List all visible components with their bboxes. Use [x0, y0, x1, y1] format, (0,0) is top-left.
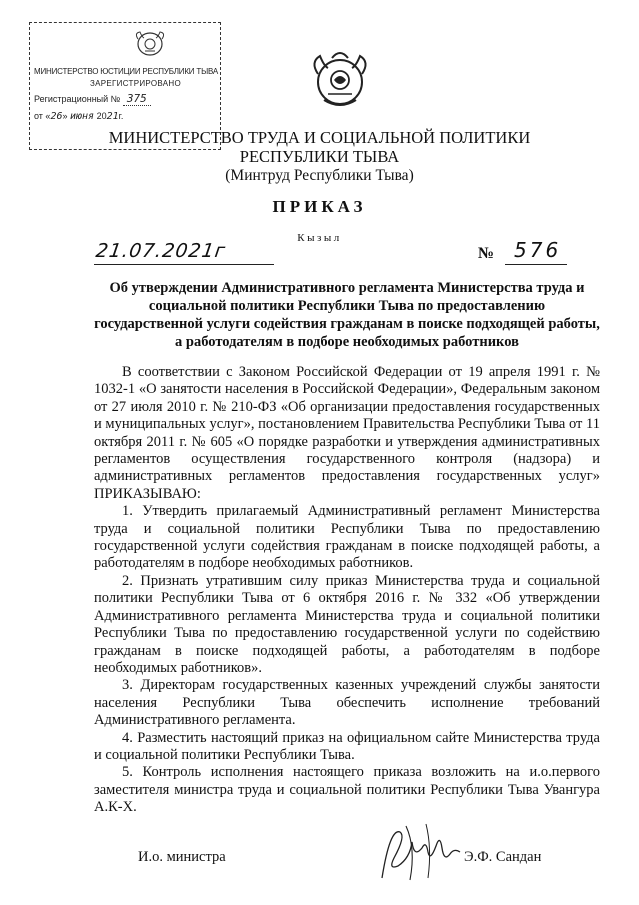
stamp-date-year: 21	[106, 111, 119, 122]
order-city: Кызыл	[297, 232, 342, 244]
order-number-label: №	[478, 245, 495, 262]
stamp-reg-label: Регистрационный №	[34, 94, 121, 104]
clause-5: 5. Контроль исполнения настоящего приказа возложить на и.о.первого заместителя министра труда и социальной политики Республики Тыва Увангура А.К-Х.	[94, 764, 600, 816]
stamp-status: ЗАРЕГИСТРИРОВАНО	[90, 79, 181, 88]
stamp-date-day: 26	[50, 111, 63, 122]
stamp-date-prefix: от «	[34, 111, 51, 121]
clause-1: 1. Утвердить прилагаемый Административный регламент Министерства труда и социальной политики Республики Тыва по предоставлению государственной услуги содействия гражданам в поиске подходящей работы, а работодателям в подборе необходимых работников.	[94, 503, 600, 572]
order-title: ПРИКАЗ	[272, 197, 367, 216]
preamble-paragraph: В соответствии с Законом Российской Федерации от 19 апреля 1991 г. № 1032-1 «О занятости населения в Российской Федерации», Федеральным законом от 27 июля 2010 г. № 210-ФЗ «Об организации предоставления государственных и муниципальных услуг», постановлением Правительства Республики Тыва от 11 октября 2011 г. № 605 «О порядке разработки и утверждения административных регламентов осуществления государственного контроля (надзора) и административных регламентов предоставления государственных услуг» ПРИКАЗЫВАЮ:	[94, 364, 600, 502]
ministry-name: МИНИСТЕРСТВО ТРУДА И СОЦИАЛЬНОЙ ПОЛИТИКИ	[108, 128, 531, 147]
order-subject: Об утверждении Административного регламента Министерства труда и социальной политики Республики Тыва по предоставлению государственной услуги содействия гражданам в поиске подходящей работы, а работодателям в подборе необходимых работников	[94, 280, 600, 350]
stamp-registration-number	[34, 94, 151, 104]
stamp-emblem-icon	[130, 29, 170, 57]
stamp-date	[34, 111, 123, 122]
stamp-ministry: МИНИСТЕРСТВО ЮСТИЦИИ РЕСПУБЛИКИ ТЫВА	[34, 67, 218, 76]
order-date: 21.07.2021г	[94, 240, 228, 262]
stamp-date-mid: »	[62, 111, 70, 121]
order-date-underline	[94, 264, 274, 265]
stamp-date-year-prefix: 20	[94, 111, 107, 121]
clause-4: 4. Разместить настоящий приказ на официальном сайте Министерства труда и социальной политики Республики Тыва.	[94, 729, 600, 763]
republic-name: РЕСПУБЛИКИ ТЫВА	[239, 147, 400, 166]
stamp-date-suffix: г.	[118, 111, 124, 121]
order-number-underline	[505, 264, 567, 265]
republic-emblem-icon	[304, 44, 376, 116]
signatory-name: Э.Ф. Сандан	[464, 849, 542, 865]
order-number: 576	[514, 238, 562, 262]
clause-3: 3. Директорам государственных казенных учреждений службы занятости населения Республики Тыва обеспечить исполнение требований Административного регламента.	[94, 677, 600, 729]
stamp-reg-number-value: 375	[123, 92, 151, 106]
clause-2: 2. Признать утратившим силу приказ Министерства труда и социальной политики Республики Тыва от 6 октября 2016 г. № 332 «Об утверждении Административного регламента Министерства труда и социальной политики Республики Тыва по предоставлению государственной услуги по содействию гражданам в поиске подходящей работы, а работодателям в подборе необходимых работников».	[94, 572, 600, 676]
order-body	[94, 364, 600, 817]
stamp-date-month: июня	[70, 111, 95, 122]
ministry-short-name: (Минтруд Республики Тыва)	[225, 167, 414, 184]
signatory-role: И.о. министра	[138, 849, 226, 865]
